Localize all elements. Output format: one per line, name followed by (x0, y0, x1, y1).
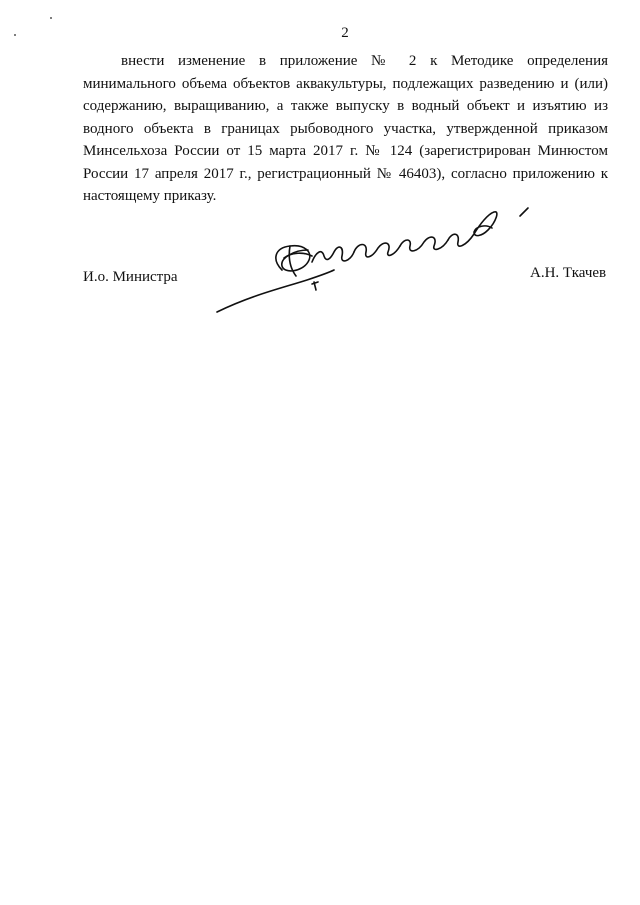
signer-name: А.Н. Ткачев (530, 265, 607, 281)
body-paragraph: внести изменение в приложение № 2 к Методике определения минимального объема объектов аквакультуры, подлежащих разведению и (или) содержанию, выращиванию, а также выпуску в водный объект и изъятию из водного объекта в границах рыбоводного участка, утвержденной приказом Минсельхоза России от 15 марта 2017 г. № 124 (зарегистрирован Минюстом России 17 апреля 2017 г., регистрационный № 46403), согласно приложению к настоящему приказу. (83, 53, 608, 204)
signer-title: И.о. Министра (83, 269, 178, 285)
scan-artifact-dot (50, 17, 52, 19)
handwritten-signature-icon (212, 200, 542, 320)
page-number: 2 (341, 25, 349, 41)
